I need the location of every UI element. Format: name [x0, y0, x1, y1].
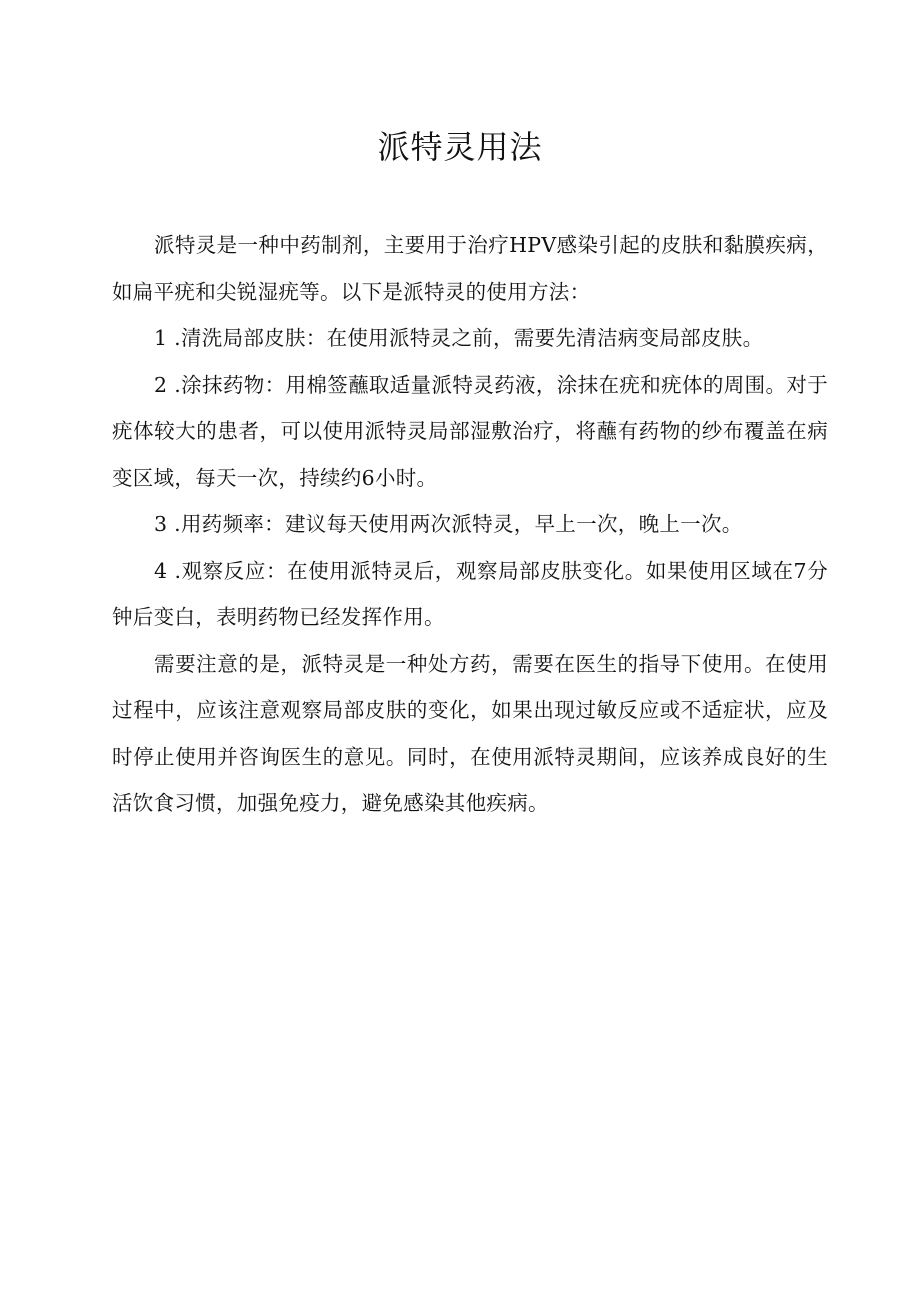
document-title: 派特灵用法 — [377, 128, 543, 166]
intro-paragraph: 派特灵是一种中药制剂，主要用于治疗HPV感染引起的皮肤和黏膜疾病，如扁平疣和尖锐湿疣等。以下是派特灵的使用方法： — [112, 233, 828, 304]
step-4-paragraph: 4 .观察反应：在使用派特灵后，观察局部皮肤变化。如果使用区域在7分钟后变白，表明药物已经发挥作用。 — [112, 558, 828, 629]
notice-paragraph: 需要注意的是，派特灵是一种处方药，需要在医生的指导下使用。在使用过程中，应该注意观察局部皮肤的变化，如果出现过敏反应或不适症状，应及时停止使用并咨询医生的意见。同时，在使用派特灵期间，应该养成良好的生活饮食习惯，加强免疫力，避免感染其他疾病。 — [112, 651, 828, 815]
document-body — [112, 222, 828, 827]
step-3-paragraph: 3 .用药频率：建议每天使用两次派特灵，早上一次，晚上一次。 — [154, 512, 743, 536]
step-2-paragraph: 2 .涂抹药物：用棉签蘸取适量派特灵药液，涂抹在疣和疣体的周围。对于疣体较大的患者，可以使用派特灵局部湿敷治疗，将蘸有药物的纱布覆盖在病变区域，每天一次，持续约6小时。 — [112, 372, 828, 490]
step-1-paragraph: 1 .清洗局部皮肤：在使用派特灵之前，需要先清洁病变局部皮肤。 — [154, 326, 764, 350]
